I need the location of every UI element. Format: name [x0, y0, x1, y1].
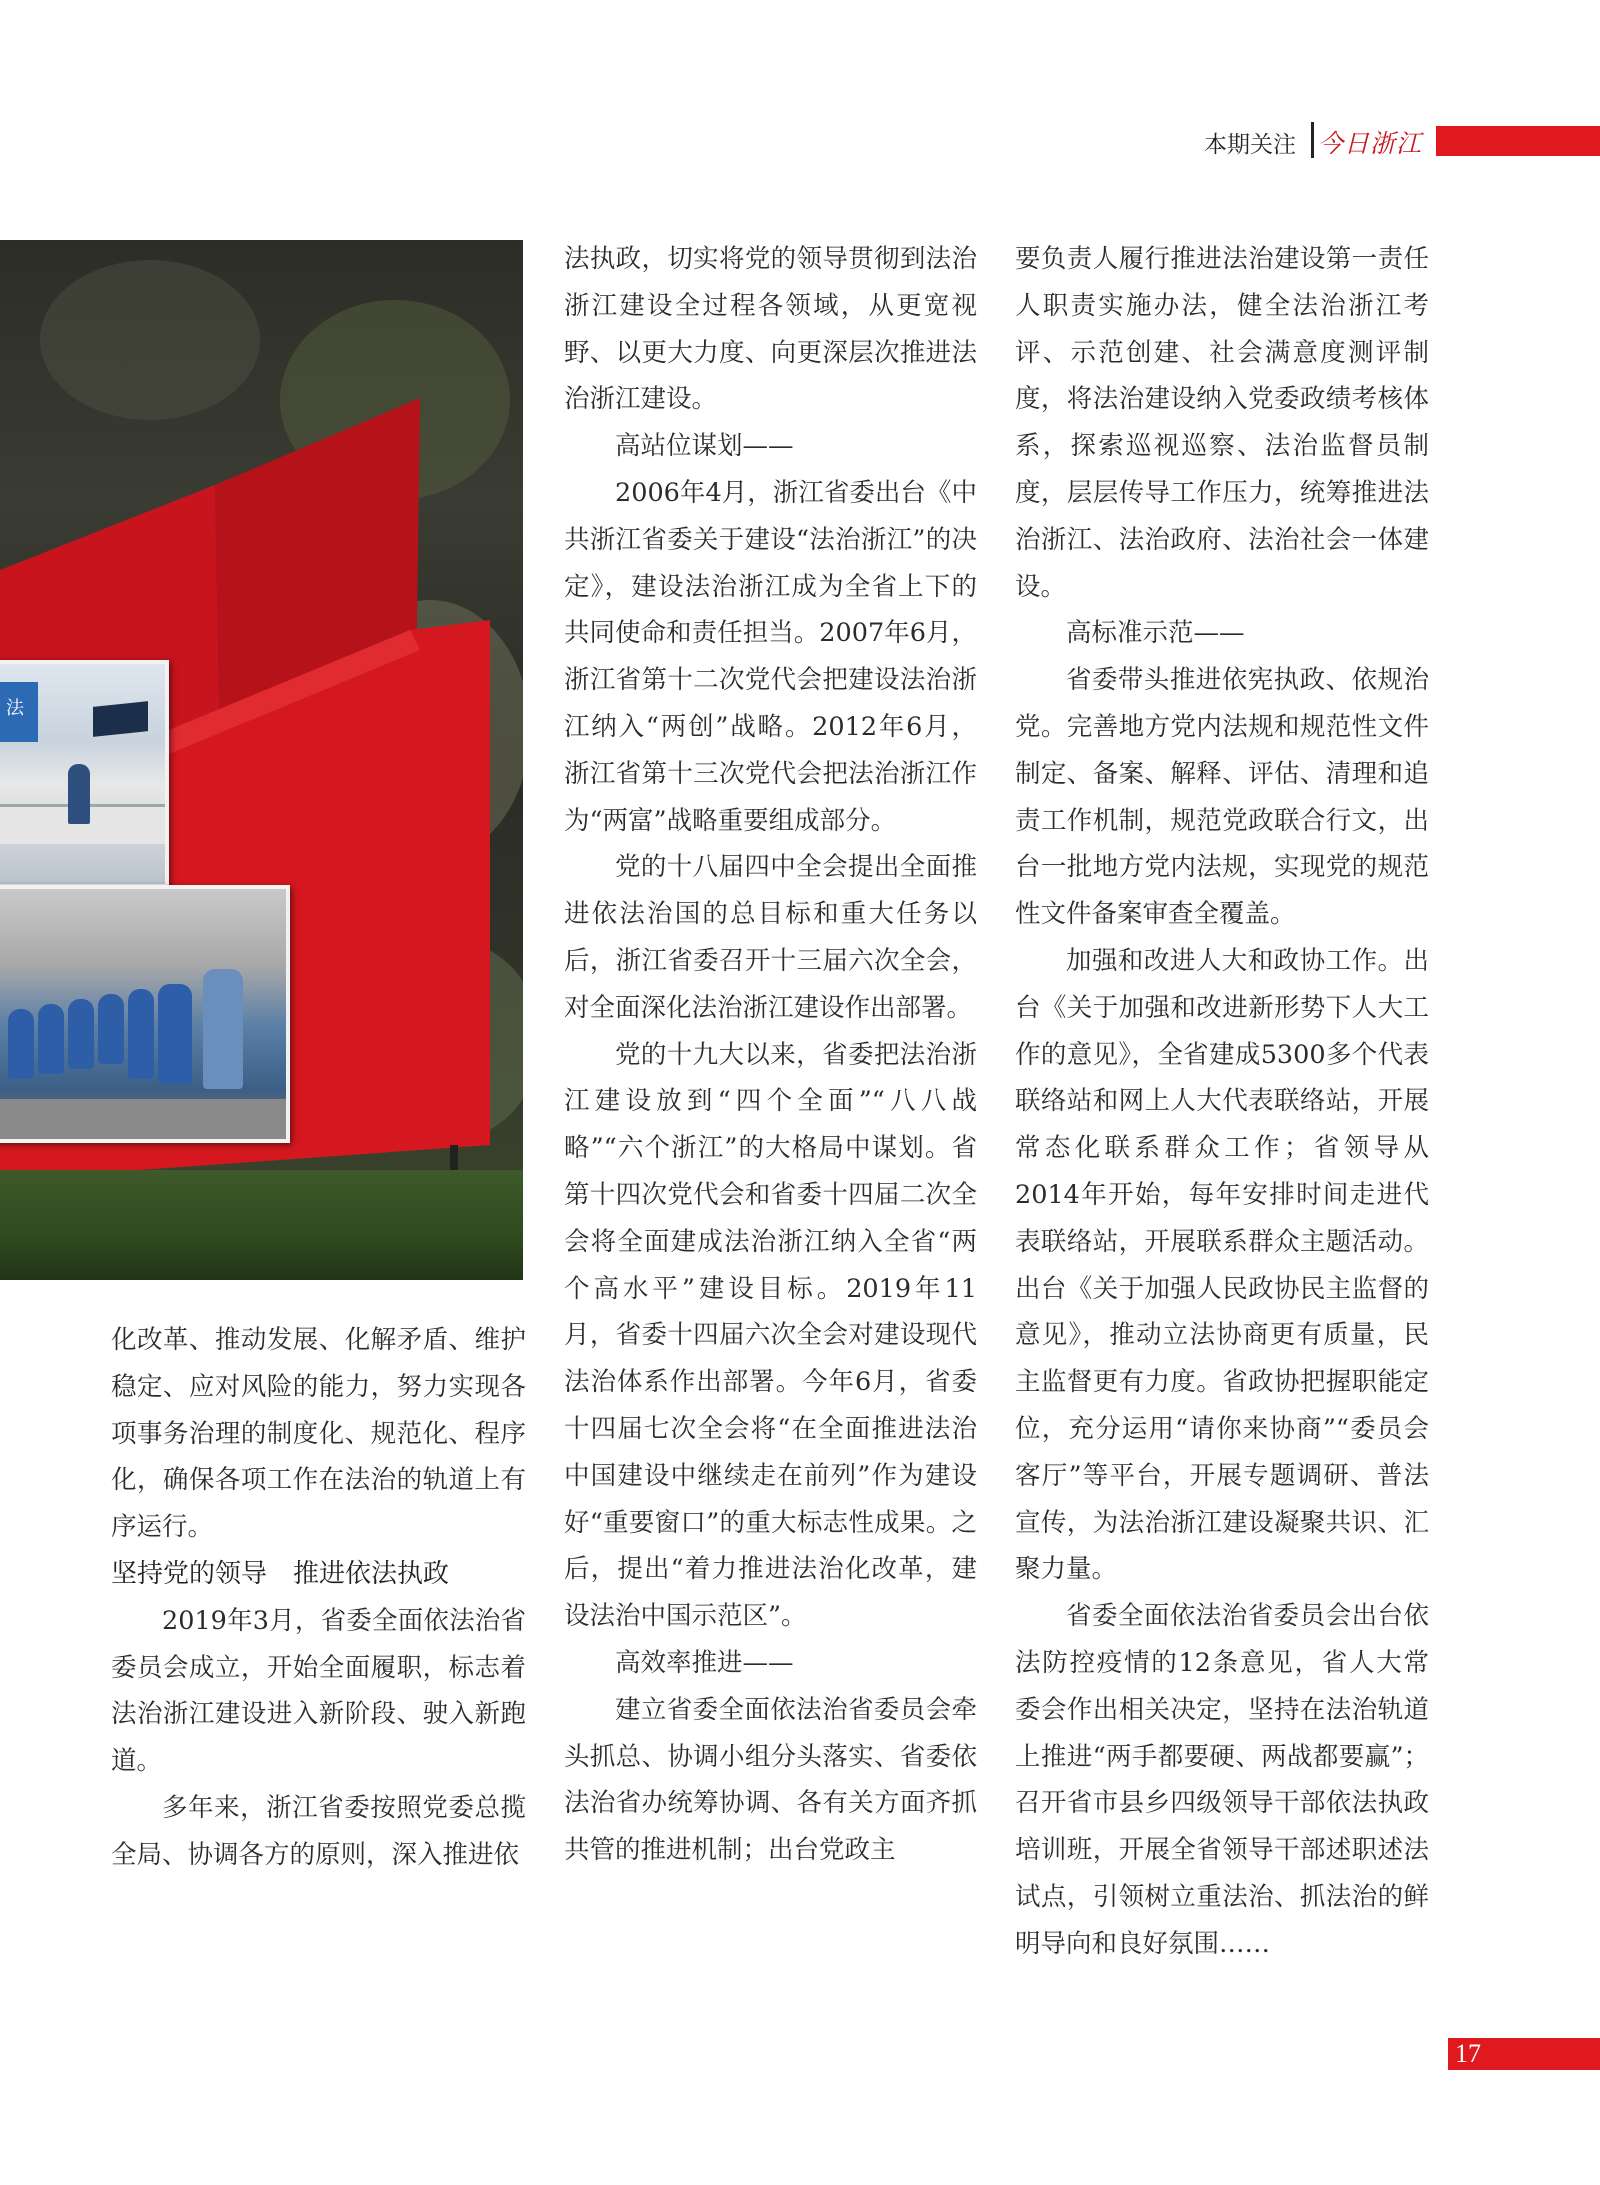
paragraph: 省委带头推进依宪执政、依规治党。完善地方党内法规和规范性文件制定、备案、解释、评估、清理和追责工作机制，规范党政联合行文，出台一批地方党内法规，实现党的规范性文件备案审查全覆盖。: [1015, 665, 1429, 930]
paragraph: 建立省委全面依法治省委员会牵头抓总、协调小组分头落实、省委依法治省办统筹协调、各有关方面齐抓共管的推进机制；出台党政主: [564, 1694, 977, 1866]
paragraph: 加强和改进人大和政协工作。出台《关于加强和改进新形势下人大工作的意见》，全省建成5300多个代表联络站和网上人大代表联络站，开展常态化联系群众工作；省领导从2014年开始，每年安排时间走进代表联络站，开展联系群众主题活动。出台《关于加强人民政协民主监督的意见》，推动立法协商更有质量，民主监督更有力度。省政协把握职能定位，充分运用“请你来协商”“委员会客厅”等平台，开展专题调研、普法宣传，为法治浙江建设凝聚共识、汇聚力量。: [1015, 945, 1429, 1585]
header-red-bar: [1436, 126, 1600, 156]
paragraph: 化改革、推动发展、化解矛盾、维护稳定、应对风险的能力，努力实现各项事务治理的制度化、规范化、程序化，确保各项工作在法治的轨道上有序运行。: [111, 1325, 526, 1543]
section-label: 本期关注: [1204, 132, 1296, 158]
run-in-heading: 高站位谋划——: [615, 431, 794, 462]
paragraph: 多年来，浙江省委按照党委总揽全局、协调各方的原则，深入推进依: [111, 1792, 526, 1870]
run-in-heading: 高效率推进——: [615, 1647, 794, 1678]
person-shape: [158, 984, 192, 1084]
paragraph: 2006年4月，浙江省委出台《中共浙江省委关于建设“法治浙江”的决定》，建设法治浙江成为全省上下的共同使命和责任担当。2007年6月，浙江省第十二次党代会把建设法治浙江纳入“两创”战略。2012年6月，浙江省第十三次党代会把法治浙江作为“两富”战略重要组成部分。: [564, 477, 977, 836]
paragraph: 省委全面依法治省委员会出台依法防控疫情的12条意见，省人大常委会作出相关决定，坚持在法治轨道上推进“两手都要硬、两战都要赢”；召开省市县乡四级领导干部依法执政培训班，开展全省领导干部述职述法试点，引领树立重法治、抓法治的鲜明导向和良好氛围……: [1015, 1601, 1429, 1959]
sign-text: 法: [6, 698, 24, 719]
paragraph: 党的十八届四中全会提出全面推进依法治国的总目标和重大任务以后，浙江省委召开十三届六次全会，对全面深化法治浙江建设作出部署。: [564, 852, 977, 1023]
person-shape: [128, 989, 154, 1079]
text-column-3: [1015, 236, 1429, 1967]
section-heading: 坚持党的领导 推进依法执政: [111, 1558, 450, 1589]
person-shape: [98, 994, 124, 1064]
text-column-1: [111, 1317, 526, 1879]
page-number: 17: [1455, 2039, 1481, 2068]
police-escort-photo: [0, 885, 290, 1143]
monitor-shape: [93, 701, 148, 737]
run-in-heading: 高标准示范——: [1066, 618, 1245, 649]
floor-shape: [0, 1099, 290, 1143]
person-shape: [8, 1009, 34, 1079]
paragraph: 2019年3月，省委全面依法治省委员会成立，开始全面履职，标志着法治浙江建设进入新阶段、驶入新跑道。: [111, 1605, 526, 1777]
paragraph: 法执政，切实将党的领导贯彻到法治浙江建设全过程各领域，从更宽视野、以更大力度、向更深层次推进法治浙江建设。: [564, 244, 977, 415]
magazine-logo: 今日浙江: [1318, 129, 1423, 158]
person-shape: [68, 764, 90, 824]
grass-foreground: [0, 1170, 523, 1280]
person-shape: [38, 1004, 64, 1074]
service-hall-photo: [0, 660, 169, 888]
header-divider: [1311, 122, 1314, 158]
paragraph: 要负责人履行推进法治建设第一责任人职责实施办法，健全法治浙江考评、示范创建、社会满意度测评制度，将法治建设纳入党委政绩考核体系，探索巡视巡察、法治监督员制度，层层传导工作压力，统筹推进法治浙江、法治政府、法治社会一体建设。: [1015, 244, 1429, 602]
text-column-2: [564, 236, 977, 1874]
person-shape: [68, 999, 94, 1069]
police-officer-shape: [203, 969, 243, 1089]
paragraph: 党的十九大以来，省委把法治浙江建设放到“四个全面”“八八战略”“六个浙江”的大格局中谋划。省第十四次党代会和省委十四届二次全会将全面建成法治浙江纳入全省“两个高水平”建设目标。2019年11月，省委十四届六次全会对建设现代法治体系作出部署。今年6月，省委十四届七次全会将“在全面推进法治中国建设中继续走在前列”作为建设好“重要窗口”的重大标志性成果。之后，提出“着力推进法治化改革，建设法治中国示范区”。: [564, 1039, 977, 1632]
